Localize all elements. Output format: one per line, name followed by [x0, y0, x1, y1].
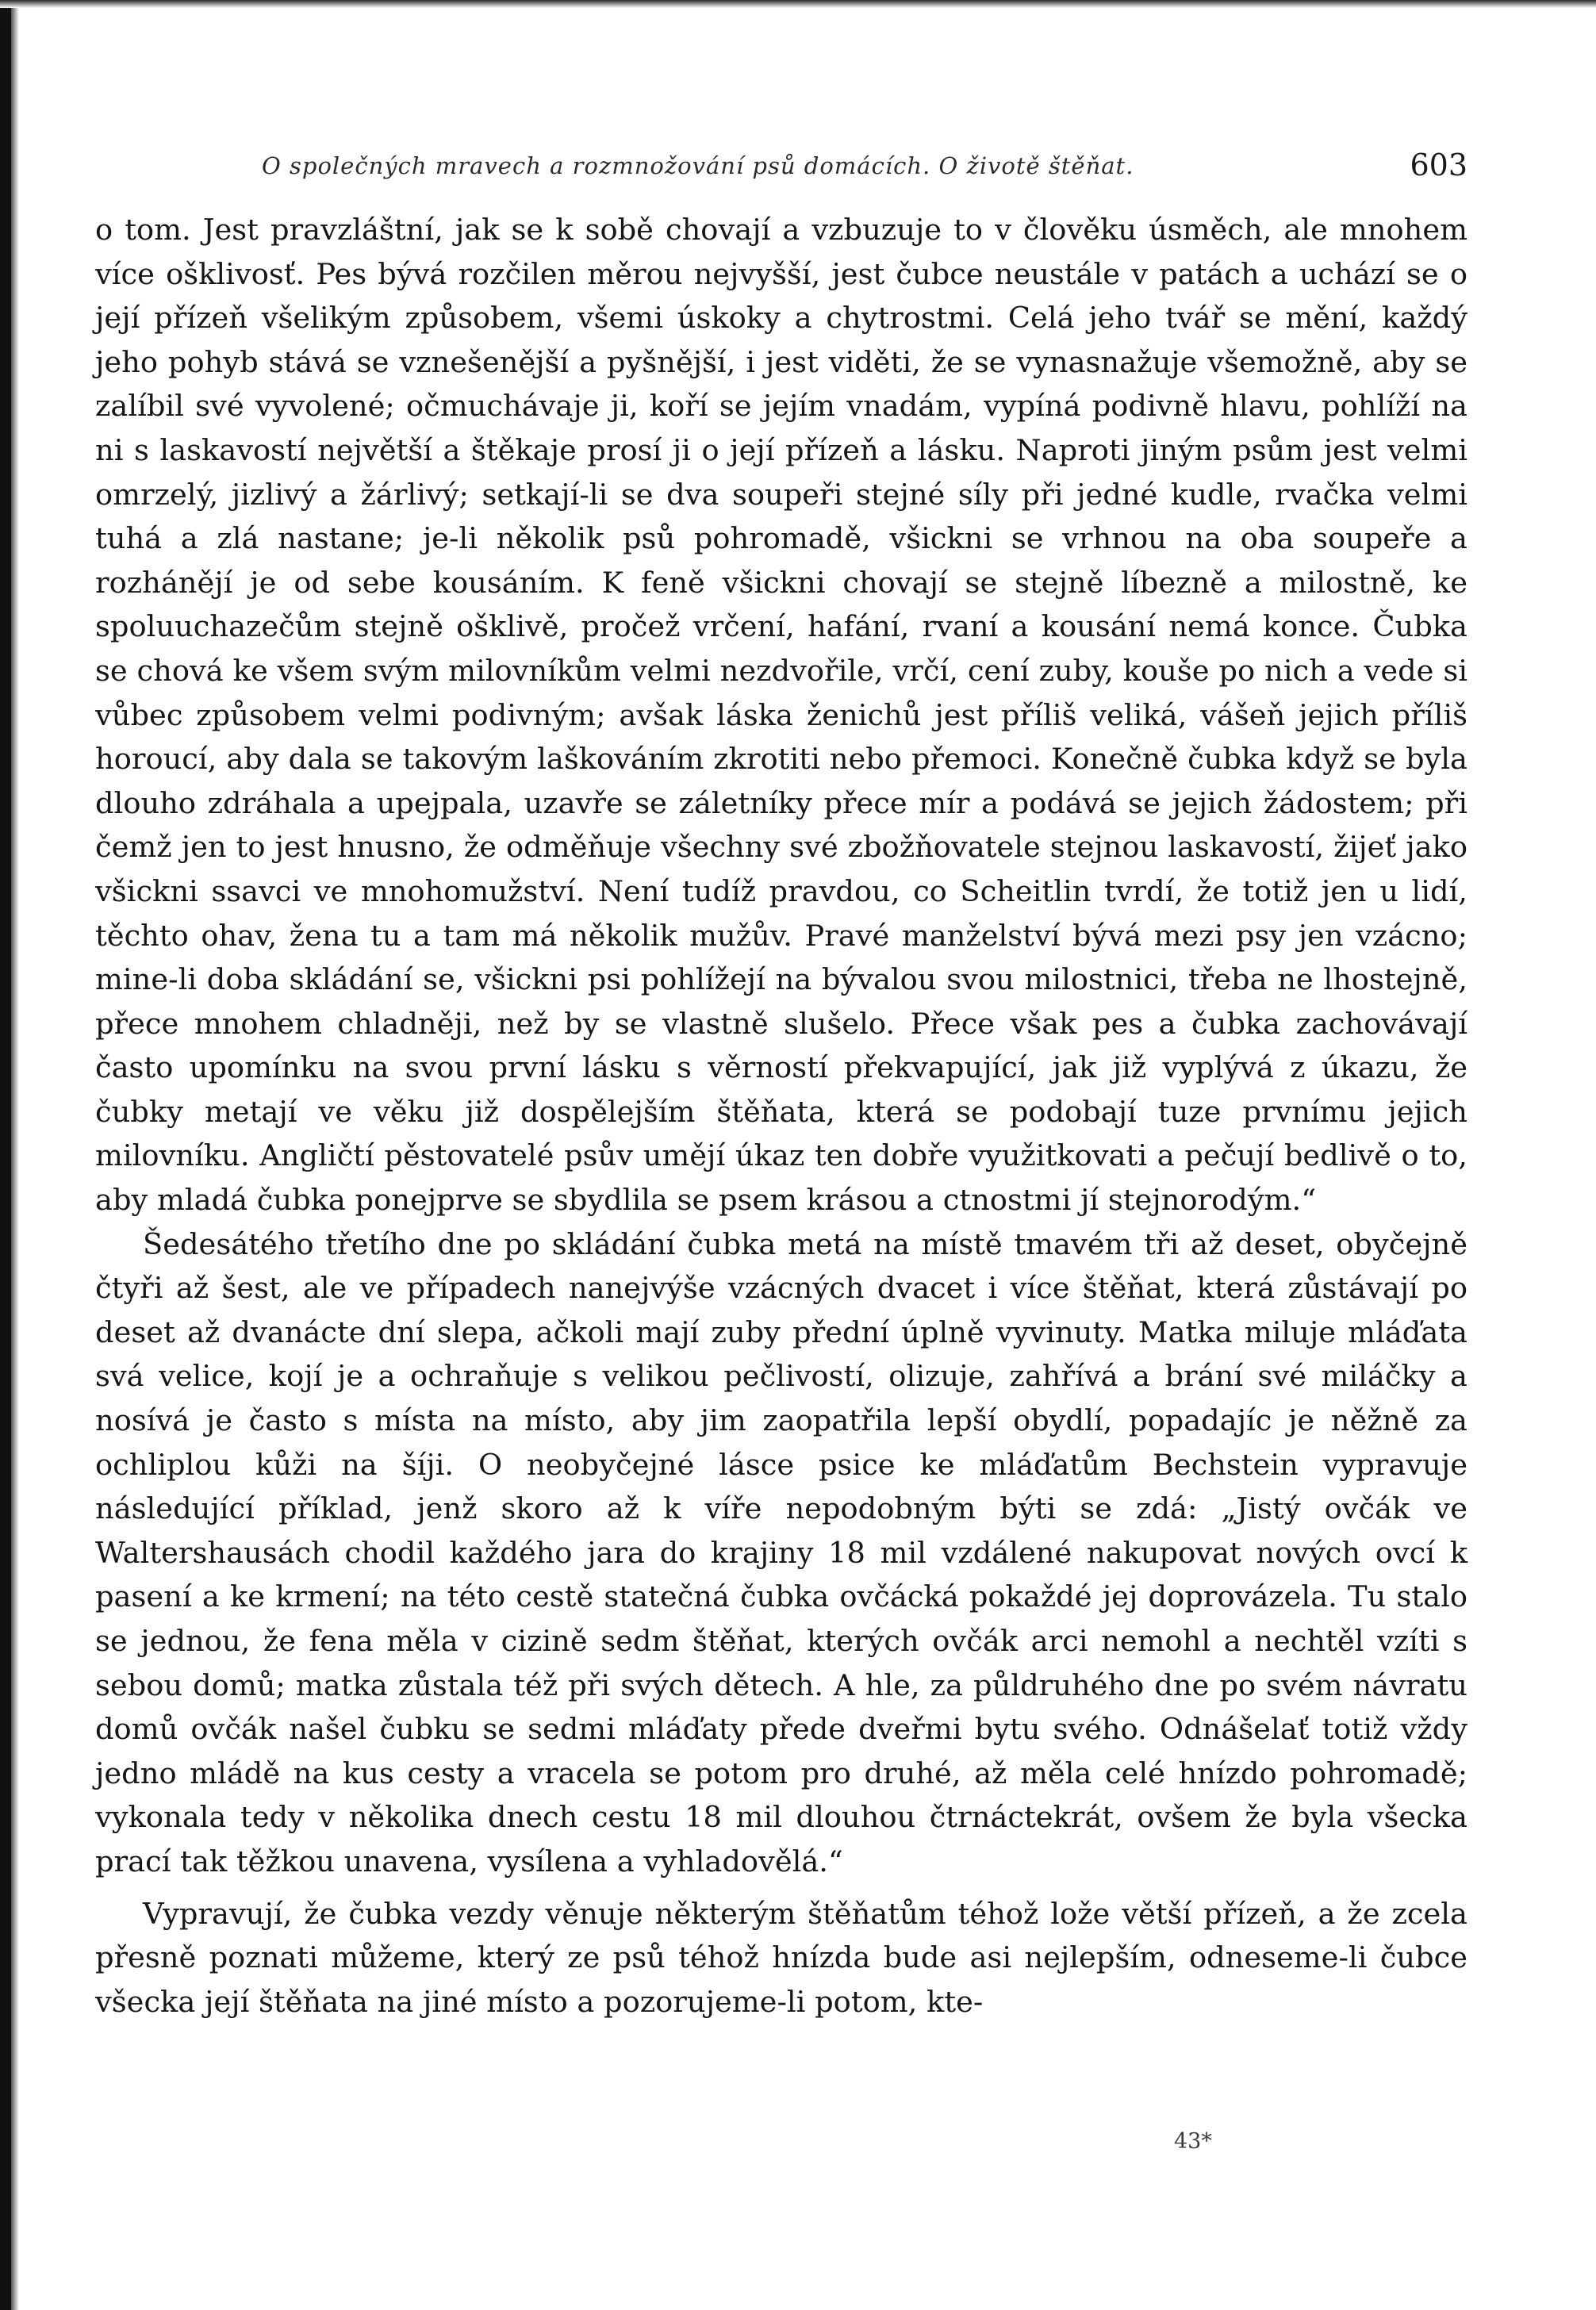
page-number: 603 — [1410, 148, 1467, 182]
paragraph-2: Šedesátého třetího dne po skládání čubka metá na místě tmavém tři až deset, obyčejně čtyři až šest, ale ve případech nanejvýše vzácných dvacet i více štěňat, která zůstávají po deset až dvanácte dní slepa, ačkoli mají zuby přední úplně vyvinuty. Matka miluje mláďata svá velice, kojí je a ochraňuje s velikou pečlivostí, olizuje, zahřívá a brání své miláčky a nosívá je často s místa na místo, aby jim zaopatřila lepší obydlí, popadajíc je něžně za ochliplou kůži na šíji. O neobyčejné lásce psice ke mláďatům Bechstein vypravuje následující příklad, jenž skoro až k víře nepodobným býti se zdá: „Jistý ovčák ve Waltershausách chodil každého jara do krajiny 18 mil vzdálené nakupovat nových ovcí k pasení a ke krmení; na této cestě statečná čubka ovčácká pokaždé jej doprovázela. Tu stalo se jednou, že fena měla v cizině sedm štěňat, kterých ovčák arci nemohl a nechtěl vzíti s sebou domů; matka zůstala též při svých dětech. A hle, za půldruhého dne po svém návratu domů ovčák našel čubku se sedmi mláďaty přede dveřmi bytu svého. Odnášelať totiž vždy jedno mládě na kus cesty a vracela se potom pro druhé, až měla celé hnízdo pohromadě; vykonala tedy v několika dnech cestu 18 mil dlouhou čtrnáctekrát, ovšem že byla všecka prací tak těžkou unavena, vysílena a vyhladovělá.“ — [95, 1226, 1467, 1878]
running-head — [95, 143, 1467, 194]
scan-edge-top — [0, 0, 1596, 8]
scan-edge-left — [0, 0, 11, 2310]
paragraph-1: o tom. Jest pravzláštní, jak se k sobě chovají a vzbuzuje to v člověku úsměch, ale mnohem více ošklivosť. Pes bývá rozčilen měrou nejvyšší, jest čubce neustále v patách a uchází se o její přízeň všelikým způsobem, všemi úskoky a chytrostmi. Celá jeho tvář se mění, každý jeho pohyb stává se vznešenější a pyšnější, i jest viděti, že se vynasnažuje všemožně, aby se zalíbil své vyvolené; očmuchávaje ji, koří se jejím vnadám, vypíná podivně hlavu, pohlíží na ni s laskavostí největší a štěkaje prosí ji o její přízeň a lásku. Naproti jiným psům jest velmi omrzelý, jizlivý a žárlivý; setkají-li se dva soupeři stejné síly při jedné kudle, rvačka velmi tuhá a zlá nastane; je-li několik psů pohromadě, všickni se vrhnou na oba soupeře a rozhánějí je od sebe kousáním. K feně všickni chovají se stejně líbezně a milostně, ke spoluuchazečům stejně ošklivě, pročež vrčení, hafání, rvaní a kousání nemá konce. Čubka se chová ke všem svým milovníkům velmi nezdvořile, vrčí, cení zuby, kouše po nich a vede si vůbec způsobem velmi podivným; avšak láska ženichů jest příliš veliká, vášeň jejich příliš horoucí, aby dala se takovým laškováním zkrotiti nebo přemoci. Konečně čubka když se byla dlouho zdráhala a upejpala, uzavře se záletníky přece mír a podává se jejich žádostem; při čemž jen to jest hnusno, že odměňuje všechny své zbožňovatele stejnou laskavostí, žijeť jako všickni ssavci ve mnohomužství. Není tudíž pravdou, co Scheitlin tvrdí, že totiž jen u lidí, těchto ohav, žena tu a tam má několik mužův. Pravé manželství bývá mezi psy jen vzácno; mine-li doba skládání se, všickni psi pohlížejí na bývalou svou milostnici, třeba ne lhostejně, přece mnohem chladněji, než by se vlastně slušelo. Přece však pes a čubka zachovávají často upomínku na svou první lásku s věrností překvapující, jak již vyplývá z úkazu, že čubky metají ve věku již dospělejším štěňata, která se podobají tuze prvnímu jejich milovníku. Angličtí pěstovatelé psův umějí úkaz ten dobře využitkovati a pečují bedlivě o to, aby mladá čubka ponejprve se sbydlila se psem krásou a ctnostmi jí stejnorodým.“ — [95, 213, 1467, 1218]
body-text — [95, 208, 1467, 2024]
paragraph-3: Vypravují, že čubka vezdy věnuje některým štěňatům téhož lože větší přízeň, a že zcela přesně poznati můžeme, který ze psů téhož hnízda bude asi nejlepším, odneseme-li čubce všecka její štěňata na jiné místo a pozorujeme-li potom, kte- — [95, 1896, 1467, 2019]
signature-mark: 43* — [1174, 2129, 1212, 2154]
scan-edge-shadow — [11, 0, 19, 2310]
running-title: O společných mravech a rozmnožování psů domácích. O životě štěňat. — [262, 152, 1134, 179]
book-page — [95, 143, 1467, 2024]
